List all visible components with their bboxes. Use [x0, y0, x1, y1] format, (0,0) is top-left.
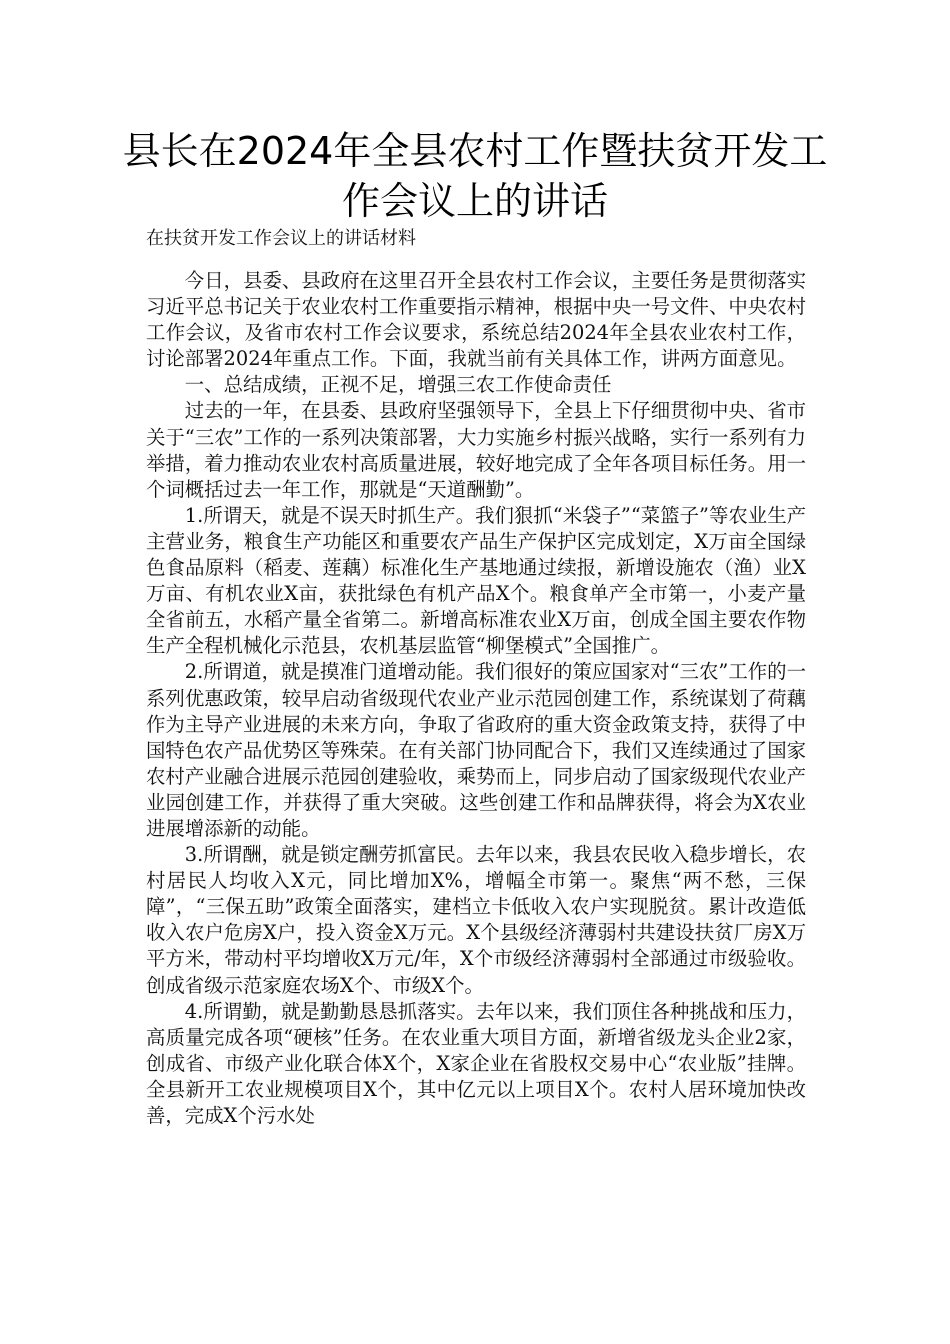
paragraph-dao: 2.所谓道，就是摸准门道增动能。我们很好的策应国家对“三农”工作的一系列优惠政策，较早启动省级现代农业产业示范园创建工作，系统谋划了荷藕作为主导产业进展的未来方向，争取了省政府的重大资金政策支持，获得了中国特色农产品优势区等殊荣。在有关部门协同配合下，我们又连续通过了国家农村产业融合进展示范园创建验收，乘势而上，同步启动了国家级现代农业产业园创建工作，并获得了重大突破。这些创建工作和品牌获得，将会为X农业进展增添新的动能。 — [146, 660, 806, 840]
paragraph-qin: 4.所谓勤，就是勤勤恳恳抓落实。去年以来，我们顶住各种挑战和压力，高质量完成各项“硬核”任务。在农业重大项目方面，新增省级龙头企业2家，创成省、市级产业化联合体X个，X家企业在省股权交易中心“农业版”挂牌。全县新开工农业规模项目X个，其中亿元以上项目X个。农村人居环境加快改善，完成X个污水处 — [146, 999, 806, 1127]
paragraph-chou: 3.所谓酬，就是锁定酬劳抓富民。去年以来，我县农民收入稳步增长，农村居民人均收入X元，同比增加X%，增幅全市第一。聚焦“两不愁，三保障”，“三保五助”政策全面落实，建档立卡低收入农户实现脱贫。累计改造低收入农户危房X户，投入资金X万元。X个县级经济薄弱村共建设扶贫厂房X万平方米，带动村平均增收X万元/年，X个市级经济薄弱村全部通过市级验收。创成省级示范家庭农场X个、市级X个。 — [146, 843, 806, 997]
paragraph-past-year: 过去的一年，在县委、县政府坚强领导下，全县上下仔细贯彻中央、省市关于“三农”工作的一系列决策部署，大力实施乡村振兴战略，实行一系列有力举措，着力推动农业农村高质量进展，较好地完成了全年各项目标任务。用一个词概括过去一年工作，那就是“天道酬勤”。 — [146, 399, 806, 501]
paragraph-opening: 今日，县委、县政府在这里召开全县农村工作会议，主要任务是贯彻落实习近平总书记关于农业农村工作重要指示精神，根据中央一号文件、中央农村工作会议，及省市农村工作会议要求，系统总结2024年全县农业农村工作，讨论部署2024年重点工作。下面，我就当前有关具体工作，讲两方面意见。 — [146, 269, 806, 371]
paragraph-tian: 1.所谓天，就是不误天时抓生产。我们狠抓“米袋子”“菜篮子”等农业生产主营业务，粮食生产功能区和重要农产品生产保护区完成划定，X万亩全国绿色食品原料（稻麦、莲藕）标准化生产基地通过续报，新增设施农（渔）业X万亩、有机农业X亩，获批绿色有机产品X个。粮食单产全市第一，小麦产量全省前五，水稻产量全省第二。新增高标准农业X万亩，创成全国主要农作物生产全程机械化示范县，农机基层监管“柳堡模式”全国推广。 — [146, 503, 806, 658]
document-body — [146, 268, 806, 1129]
section-heading-one: 一、总结成绩，正视不足，增强三农工作使命责任 — [184, 373, 612, 397]
document-subtitle: 在扶贫开发工作会议上的讲话材料 — [146, 228, 416, 249]
document-title: 县长在2024年全县农村工作暨扶贫开发工作会议上的讲话 — [122, 129, 828, 223]
